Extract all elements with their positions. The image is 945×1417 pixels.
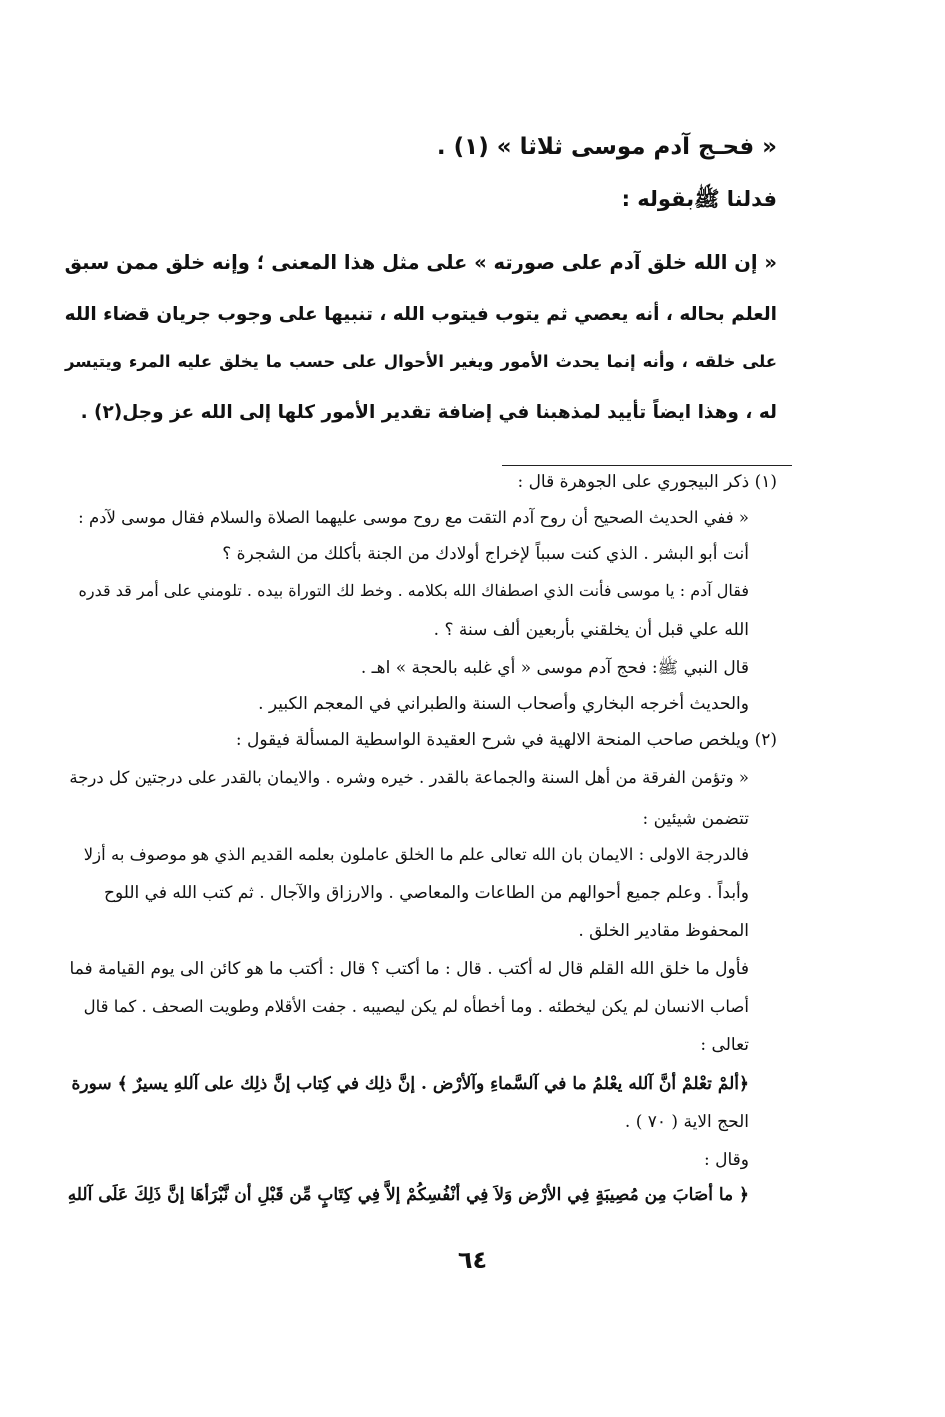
footnote-line: تعالى : xyxy=(700,1035,749,1055)
footnote-line: المحفوظ مقادير الخلق . xyxy=(578,921,749,941)
main-line-1: « فحـج آدم موسى ثلاثا » (١) . xyxy=(436,134,777,160)
footnote-line: « وتؤمن الفرقة من أهل السنة والجماعة بالقدر . خيره وشره . والايمان بالقدر على درجتين كل درجة xyxy=(69,768,749,787)
footnote-line: الله علي قبل أن يخلقني بأربعين ألف سنة ؟ . xyxy=(433,620,749,640)
footnote-line: تتضمن شيئين : xyxy=(642,809,749,829)
footnote-line: (١) ذكر البيجوري على الجوهرة قال : xyxy=(517,472,777,492)
footnote-line: أصاب الانسان لم يكن ليخطئه . وما أخطأه لم يكن ليصيبه . جفت الأقلام وطويت الصحف . كما قال xyxy=(83,997,749,1016)
main-paragraph-line-1: « إن الله خلق آدم على صورته » على مثل هذا المعنى ؛ وإنه خلق ممن سبق xyxy=(64,251,777,274)
quran-verse-line: ﴿ألمْ تعْلمْ أنَّ آلله يعْلمُ ما في آلسَّماءِ وآلأرْض . إنَّ ذلِك في كِتاب إنَّ ذلِك على آللهِ يسيرٌ ﴾ سورة xyxy=(71,1074,749,1094)
footnote-separator xyxy=(502,465,792,466)
footnote-line: « ففي الحديث الصحيح أن روح آدم التقت مع روح موسى عليهما الصلاة والسلام فقال موسى لآدم : xyxy=(78,508,749,527)
footnote-line: فأول ما خلق الله القلم قال له أكتب . قال : ما أكتب ؟ قال : أكتب ما هو كائن الى يوم القيامة فما xyxy=(69,959,749,979)
footnote-line: قال النبي ﷺ: فحج آدم موسى « أي غلبه بالحجة » اهـ . xyxy=(360,658,749,678)
main-paragraph-line-4: له ، وهذا ايضاً تأييد لمذهبنا في إضافة تقدير الأمور كلها إلى الله عز وجل(٢) . xyxy=(80,402,777,423)
main-line-2: فدلنا ﷺبقوله : xyxy=(621,187,777,211)
quran-verse-line: ﴿ ما أصَابَ مِن مُصِيبَةٍ فِي الأرْض وَلاَ فِي أنْفُسِكُمْ إلاَّ فِي كِتَابٍ مِّن قَبْلِ أن نَّبْرَأهَا إنَّ ذَلِكَ عَلَى آللهِ xyxy=(67,1185,749,1205)
main-paragraph-line-2: العلم بحاله ، أنه يعصي ثم يتوب فيتوب الله ، تنبيها على وجوب جريان قضاء الله xyxy=(64,304,777,325)
page-number: ٦٤ xyxy=(457,1246,488,1274)
footnote-line: والحديث أخرجه البخاري وأصحاب السنة والطبراني في المعجم الكبير . xyxy=(258,694,749,714)
footnote-line: الحج الاية ( ٧٠ ) . xyxy=(624,1112,749,1132)
footnote-line: فالدرجة الاولى : الايمان بان الله تعالى علم ما الخلق عاملون بعلمه القديم الذي هو موصوف به أزلا xyxy=(83,845,749,864)
footnote-line: وقال : xyxy=(704,1150,749,1170)
footnote-line: وأبداً . وعلم جميع أحوالهم من الطاعات والمعاصي . والارزاق والآجال . ثم كتب الله في اللوح xyxy=(103,883,749,903)
footnote-line: فقال آدم : يا موسى فأنت الذي اصطفاك الله بكلامه . وخط لك التوراة بيده . تلومني على أمر قد قدره xyxy=(78,581,749,600)
main-paragraph-line-3: على خلقه ، وأنه إنما يحدث الأمور ويغير الأحوال على حسب ما يخلق عليه المرء ويتيسر xyxy=(65,352,777,371)
footnote-line: أنت أبو البشر . الذي كنت سبباً لإخراج أولادك من الجنة بأكلك من الشجرة ؟ xyxy=(222,544,749,564)
footnote-line: (٢) ويلخص صاحب المنحة الالهية في شرح العقيدة الواسطية المسألة فيقول : xyxy=(235,730,777,750)
